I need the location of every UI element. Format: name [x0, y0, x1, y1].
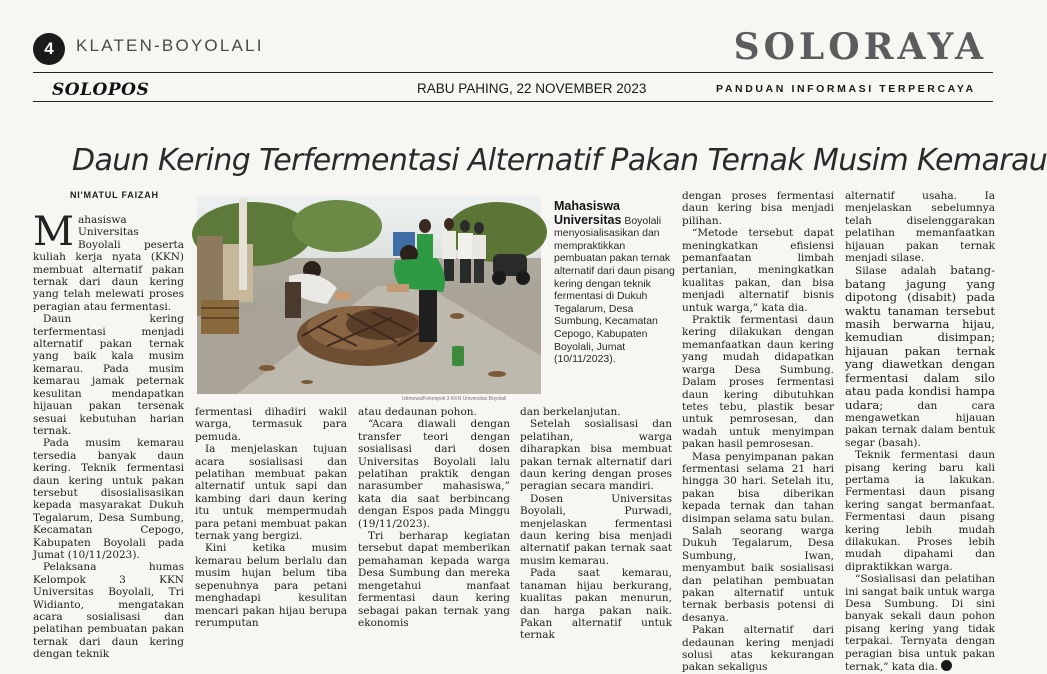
- farmers-fermenting-leaves-photo: [197, 196, 541, 394]
- paragraph: Masa penyimpanan pakan fermentasi selama 21 hari hingga 30 hari. Setelah itu, pakan bisa diberikan kepada ternak dan tahan disimpan selama satu bulan.: [682, 450, 834, 525]
- newspaper-logo: SOLOPOS: [52, 80, 150, 100]
- photo-credit: Istimewa/Kelompok 3 KKN Universitas Boyolali: [402, 396, 507, 402]
- definition-lead: Silase adalah: [855, 265, 937, 278]
- text-column-2: [195, 406, 347, 629]
- paragraph: Pada saat kemarau, tanaman hijau berkurang, kualitas pakan menurun, dan harga pakan naik. Pakan alternatif untuk ternak: [520, 567, 672, 642]
- page-number: 4: [33, 33, 65, 65]
- paragraph: Daun kering terfermentasi menjadi alternatif pakan ternak yang baik kala musim kemarau. Pada musim kemarau jamak peternak kesulitan mendapatkan hijauan pakan tersenak sesuai kebutuhan harian ternak.: [33, 313, 184, 437]
- article-photo: [197, 196, 541, 394]
- paragraph: Kini ketika musim kemarau belum berlalu dan musim hujan belum tiba sepenuhnya para petani menghadapi kesulitan mencari pakan hijau berupa rerumputan: [195, 542, 347, 629]
- paragraph: atau dedaunan pohon.: [358, 406, 477, 418]
- paragraph: “Sosialisasi dan pelatihan ini sangat baik untuk warga Desa Sumbung. Di sini banyak sekali daun pohon pisang kering yang tidak terpakai. Ternyata dengan peragian bisa untuk pakan ternak,” kata dia.: [845, 573, 995, 674]
- paragraph: “Metode tersebut dapat meningkatkan efisiensi pemanfaatan limbah pertanian, meningkatkan kualitas pakan, dan bisa menjadi alternatif bisnis untuk warga,” kata dia.: [682, 227, 834, 314]
- header-rule-bottom: [33, 101, 993, 102]
- text-column-3: [358, 406, 510, 629]
- paragraph: Salah seorang warga Dukuh Tegalarum, Desa Sumbung, Iwan, menyambut baik sosialisasi dan pelatihan pembuatan pakan alternatif untuk ternak berbasis potensi di desanya.: [682, 524, 834, 624]
- paragraph: dengan proses fermentasi daun kering bisa menjadi pilihan.: [682, 190, 834, 227]
- caption-lead: Mahasiswa Universitas: [554, 199, 622, 227]
- paragraph: dan berkelanjutan.: [520, 406, 621, 418]
- paragraph: Mahasiswa Universitas Boyolali peserta kuliah kerja nyata (KKN) membuat alternatif pakan ternak dari daun kering yang telah melewati proses peragian atau fermentasi.: [33, 209, 184, 313]
- drop-cap: M: [33, 209, 74, 255]
- section-title: KLATEN-BOYOLALI: [76, 36, 264, 55]
- paragraph: Pelaksana humas Kelompok 3 KKN Universitas Boyolali, Tri Widianto, mengatakan acara sosialisasi dan pelatihan pembuatan pakan ternak dari daun kering dengan teknik: [33, 561, 184, 661]
- caption-text: Boyolali menyosialisasikan dan mempraktikkan pembuatan pakan ternak alternatif dari daun pisang kering dengan teknik fermentasi di Dukuh Tegalarum, Desa Sumbung, Kecamatan Cepogo, Kabupaten Boyolali, Jumat (10/11/2023).: [554, 214, 675, 366]
- article-byline: NI'MATUL FAIZAH: [70, 190, 159, 200]
- text-column-6: [845, 190, 996, 674]
- rubric-title: SOLORAYA: [733, 26, 987, 68]
- paragraph: Teknik fermentasi daun pisang kering baru kali pertama ia lakukan. Fermentasi daun pisang kering sangat bermanfaat. Fermentasi daun pisang kering lebih mudah dilakukan. Proses lebih mudah dipahami dan dipraktikkan warga.: [845, 449, 995, 573]
- tagline: PANDUAN INFORMASI TERPERCAYA: [716, 83, 976, 95]
- header-rule-top: [33, 72, 993, 73]
- paragraph: “Acara diawali dengan transfer teori dengan sosialisasi dari dosen Universitas Boyolali lalu pelatihan praktik dengan narasumber mahasiswa,” kata dia saat berbincang dengan Espos pada Minggu (19/11/2023).: [358, 418, 510, 530]
- definition-tail: dan cara mengawetkan hijauan pakan ternak dalam bentuk segar (basah).: [845, 399, 995, 449]
- issue-date: RABU PAHING, 22 NOVEMBER 2023: [417, 81, 647, 96]
- paragraph: alternatif usaha. Ia menjelaskan sebelumnya telah diselenggarakan pelatihan memanfaatkan hijauan pakan ternak menjadi silase.: [845, 190, 995, 265]
- paragraph: Tri berharap kegiatan tersebut dapat memberikan pemahaman kepada warga Desa Sumbung dan mereka mengetahui manfaat fermentasi daun kering sebagai pakan ternak yang ekonomis: [358, 530, 510, 629]
- paragraph: Dosen Universitas Boyolali, Purwadi, menjelaskan fermentasi daun kering bisa menjadi alternatif pakan ternak saat musim kemarau.: [520, 492, 672, 567]
- photo-caption: [554, 200, 676, 366]
- end-mark-icon: [941, 660, 952, 671]
- definition-text: batang-batang jagung yang dipotong (disabit) pada waktu tanaman tersebut masih berwarna hijau, kemudian disimpan; hijauan pakan ternak yang diawetkan dengan fermentasi dalam silo atau pada kondisi hampa udara;: [845, 263, 996, 412]
- text-column-5: [682, 190, 834, 674]
- paragraph: fermentasi dihadiri wakil warga, termasuk para pemuda.: [195, 406, 347, 443]
- paragraph: [845, 264, 995, 449]
- paragraph: Ia menjelaskan tujuan acara sosialisasi dan pelatihan membuat pakan alternatif untuk sapi dan kambing dari daun kering itu untuk mempermudah para petani membuat pakan ternak yang bergizi.: [195, 443, 347, 543]
- paragraph: Praktik fermentasi daun kering dilakukan dengan memanfaatkan daun kering yang mudah didapatkan warga Desa Sumbung. Dalam proses fermentasi daun kering dibutuhkan tetes tebu, plastik besar untuk pemrosesan, dan wadah untuk menyimpan pakan hasil pemrosesan.: [682, 314, 834, 451]
- text-column-1: [33, 209, 184, 661]
- paragraph: Setelah sosialisasi dan pelatihan, warga diharapkan bisa membuat pakan ternak alternatif dari daun kering dengan proses peragian secara mandiri.: [520, 418, 672, 493]
- paragraph: Pada musim kemarau tersedia banyak daun kering. Teknik fermentasi daun kering untuk pakan tersebut disosialisasikan kepada masyarakat Dukuh Tegalarum, Desa Sumbung, Kecamatan Cepogo, Kabupaten Boyolali pada Jumat (10/11/2023).: [33, 437, 184, 561]
- article-headline: Daun Kering Terfermentasi Alternatif Pakan Ternak Musim Kemarau: [72, 143, 1047, 178]
- text-column-4: [520, 406, 672, 642]
- paragraph: Pakan alternatif dari dedaunan kering menjadi solusi atas kekurangan pakan sekaligus: [682, 624, 834, 674]
